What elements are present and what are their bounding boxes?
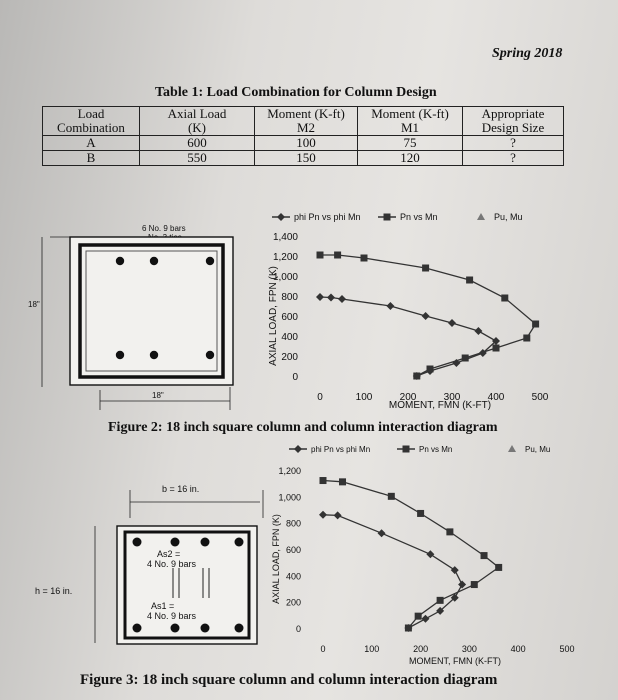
figure2-interaction-chart bbox=[250, 208, 570, 418]
y-tick-label: 1,000 bbox=[278, 492, 301, 503]
rebar-dot bbox=[133, 624, 142, 633]
y-tick-label: 1,200 bbox=[278, 466, 301, 476]
rebar-dot bbox=[201, 624, 210, 633]
data-point bbox=[316, 293, 324, 301]
data-point bbox=[361, 255, 368, 262]
header-text: Load bbox=[77, 106, 105, 121]
y-tick-label: 400 bbox=[285, 571, 301, 582]
table-title: Table 1: Load Combination for Column Design bbox=[155, 85, 437, 100]
header-text: Design Size bbox=[481, 120, 545, 135]
data-point bbox=[448, 319, 456, 327]
x-tick-label: 100 bbox=[364, 644, 380, 654]
x-tick-label: 200 bbox=[399, 392, 417, 403]
data-point bbox=[471, 581, 478, 588]
y-tick-label: 200 bbox=[285, 597, 301, 608]
legend-marker bbox=[477, 213, 485, 220]
table-cell: 75 bbox=[358, 136, 463, 151]
table-cell: 120 bbox=[358, 151, 463, 166]
as2-label: As2 = bbox=[157, 549, 181, 559]
legend-label: Pn vs Mn bbox=[419, 445, 453, 454]
table-cell: A bbox=[43, 136, 140, 151]
data-point bbox=[481, 552, 488, 559]
rebar-dot bbox=[150, 351, 158, 359]
series-line bbox=[323, 481, 499, 629]
rebar-dot bbox=[201, 538, 210, 547]
x-tick-label: 200 bbox=[413, 644, 429, 654]
data-point bbox=[415, 613, 422, 620]
rebar-dot bbox=[235, 538, 244, 547]
y-tick-label: 800 bbox=[285, 518, 301, 529]
rebar-dot bbox=[206, 257, 214, 265]
table-row bbox=[43, 151, 564, 166]
rebar-dot bbox=[206, 351, 214, 359]
table-row bbox=[43, 136, 564, 151]
header-text: Axial Load bbox=[167, 106, 227, 121]
header-load-combination bbox=[43, 107, 140, 136]
load-combination-table bbox=[42, 106, 564, 166]
series-group bbox=[316, 293, 500, 380]
legend-item bbox=[397, 445, 452, 454]
table-cell: 100 bbox=[255, 136, 358, 151]
y-tick-label: 1,200 bbox=[272, 252, 298, 263]
y-tick-label: 600 bbox=[281, 312, 298, 323]
legend-marker bbox=[294, 445, 302, 453]
data-point bbox=[319, 511, 327, 519]
x-tick-label: 0 bbox=[320, 644, 326, 654]
legend-marker bbox=[508, 445, 516, 452]
header-text: Appropriate bbox=[481, 106, 545, 121]
rebar-dot bbox=[116, 257, 124, 265]
legend-label: phi Pn vs phi Mn bbox=[311, 445, 371, 454]
data-point bbox=[405, 625, 412, 632]
legend-item bbox=[503, 445, 550, 454]
data-point bbox=[421, 615, 429, 623]
data-point bbox=[327, 294, 335, 302]
header-moment-m1 bbox=[358, 107, 463, 136]
rebar-dot bbox=[171, 624, 180, 633]
table-cell: ? bbox=[463, 136, 564, 151]
figure3-column-section bbox=[25, 478, 260, 648]
y-tick-label: 1,400 bbox=[272, 232, 298, 243]
legend-marker bbox=[277, 213, 285, 221]
semester-header: Spring 2018 bbox=[492, 46, 563, 61]
data-point bbox=[458, 581, 466, 589]
header-axial-load bbox=[140, 107, 255, 136]
data-point bbox=[334, 252, 341, 259]
data-point bbox=[334, 511, 342, 519]
data-point bbox=[338, 295, 346, 303]
x-tick-label: 400 bbox=[510, 644, 526, 654]
y-tick-label: 0 bbox=[292, 372, 298, 383]
data-point bbox=[422, 265, 429, 272]
header-moment-m2 bbox=[255, 107, 358, 136]
header-text: Moment (K-ft) bbox=[267, 106, 345, 121]
data-point bbox=[446, 528, 453, 535]
as1-label: As1 = bbox=[151, 601, 175, 611]
legend-label: Pu, Mu bbox=[494, 212, 523, 222]
y-axis-label: AXIAL LOAD, FPN (K) bbox=[268, 266, 279, 366]
series-line bbox=[320, 297, 496, 376]
figure3-caption: Figure 3: 18 inch square column and column interaction diagram bbox=[80, 672, 498, 688]
table-cell: B bbox=[43, 151, 140, 166]
series-group bbox=[320, 477, 503, 631]
x-tick-label: 300 bbox=[461, 644, 477, 654]
header-text: Moment (K-ft) bbox=[371, 106, 449, 121]
table-cell: 150 bbox=[255, 151, 358, 166]
figure2-column-section bbox=[30, 215, 250, 415]
data-point bbox=[417, 510, 424, 517]
rebar-dot bbox=[235, 624, 244, 633]
x-tick-label: 100 bbox=[355, 392, 373, 403]
header-text: M1 bbox=[400, 120, 420, 135]
data-point bbox=[451, 566, 459, 574]
as1-bars-label: 4 No. 9 bars bbox=[147, 611, 197, 621]
x-axis-label: MOMENT, FMN (K-FT) bbox=[409, 656, 501, 666]
rebar-dot bbox=[116, 351, 124, 359]
x-tick-label: 400 bbox=[487, 392, 505, 403]
data-point bbox=[422, 312, 430, 320]
x-tick-label: 500 bbox=[531, 392, 549, 403]
data-point bbox=[493, 345, 500, 352]
width-label: 18" bbox=[152, 391, 164, 400]
header-text: (K) bbox=[187, 120, 207, 135]
header-text: Combination bbox=[57, 120, 125, 135]
bars-label: 6 No. 9 bars bbox=[142, 224, 186, 233]
legend-item bbox=[289, 445, 370, 454]
y-tick-label: 1,000 bbox=[272, 272, 298, 283]
data-point bbox=[474, 327, 482, 335]
figure2-caption: Figure 2: 18 inch square column and column interaction diagram bbox=[108, 420, 498, 435]
rebar-dot bbox=[150, 257, 158, 265]
b-label: b = 16 in. bbox=[162, 484, 200, 494]
legend-marker bbox=[403, 446, 410, 453]
legend-item bbox=[272, 212, 361, 222]
data-point bbox=[386, 302, 394, 310]
data-point bbox=[413, 373, 420, 380]
data-point bbox=[501, 295, 508, 302]
table-cell: 550 bbox=[140, 151, 255, 166]
x-tick-label: 500 bbox=[559, 644, 575, 654]
data-point bbox=[495, 564, 502, 571]
data-point bbox=[532, 321, 539, 328]
data-point bbox=[339, 478, 346, 485]
x-axis-label: MOMENT, FMN (K-FT) bbox=[388, 400, 492, 411]
y-tick-label: 0 bbox=[295, 624, 301, 634]
data-point bbox=[523, 335, 530, 342]
data-point bbox=[462, 355, 469, 362]
legend-item bbox=[472, 212, 523, 222]
header-text: M2 bbox=[296, 120, 316, 135]
data-point bbox=[317, 252, 324, 259]
data-point bbox=[320, 477, 327, 484]
y-tick-label: 400 bbox=[281, 332, 298, 343]
data-point bbox=[466, 277, 473, 284]
rebar-dot bbox=[133, 538, 142, 547]
height-label: 18" bbox=[28, 300, 40, 309]
y-tick-label: 600 bbox=[285, 545, 301, 555]
y-tick-label: 800 bbox=[281, 292, 298, 303]
data-point bbox=[437, 597, 444, 604]
figure3-interaction-chart bbox=[255, 440, 595, 672]
legend-label: Pn vs Mn bbox=[400, 212, 438, 222]
table-cell: ? bbox=[463, 151, 564, 166]
x-tick-label: 0 bbox=[317, 392, 323, 403]
rebar-dot bbox=[171, 538, 180, 547]
header-design-size bbox=[463, 107, 564, 136]
data-point bbox=[378, 529, 386, 537]
legend-label: Pu, Mu bbox=[525, 445, 551, 454]
table-header-row bbox=[43, 107, 564, 136]
table-cell: 600 bbox=[140, 136, 255, 151]
y-tick-label: 200 bbox=[281, 352, 298, 363]
data-point bbox=[426, 550, 434, 558]
data-point bbox=[388, 493, 395, 500]
data-point bbox=[427, 366, 434, 373]
legend-marker bbox=[384, 214, 391, 221]
as2-bars-label: 4 No. 9 bars bbox=[147, 559, 197, 569]
x-tick-label: 300 bbox=[443, 392, 461, 403]
y-axis-label: AXIAL LOAD, FPN (K) bbox=[271, 514, 281, 604]
legend-item bbox=[378, 212, 438, 222]
legend-label: phi Pn vs phi Mn bbox=[294, 212, 361, 222]
h-label: h = 16 in. bbox=[35, 586, 73, 596]
